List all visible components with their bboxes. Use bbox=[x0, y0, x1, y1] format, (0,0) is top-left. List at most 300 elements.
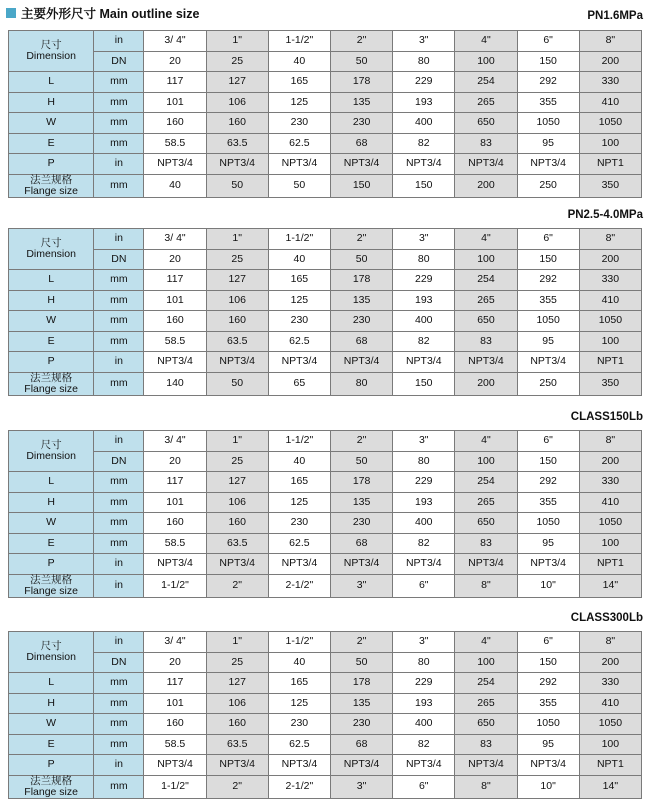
value-cell: 650 bbox=[455, 311, 517, 332]
unit-cell: in bbox=[94, 31, 144, 52]
value-cell: 150 bbox=[393, 174, 455, 197]
row-label-W: W bbox=[9, 513, 94, 534]
value-cell: 125 bbox=[268, 290, 330, 311]
value-cell: 150 bbox=[517, 652, 579, 673]
value-cell: 80 bbox=[393, 51, 455, 72]
value-cell: 254 bbox=[455, 72, 517, 93]
table-row bbox=[9, 51, 642, 72]
unit-cell: in bbox=[94, 632, 144, 653]
spec-table bbox=[8, 228, 642, 396]
value-cell: 330 bbox=[579, 72, 641, 93]
dimension-label-en: Dimension bbox=[26, 248, 76, 260]
value-cell: 80 bbox=[393, 249, 455, 270]
table-row bbox=[9, 513, 642, 534]
unit-cell: mm bbox=[94, 714, 144, 735]
unit-cell: in bbox=[94, 554, 144, 575]
value-cell: 165 bbox=[268, 72, 330, 93]
value-cell: 160 bbox=[144, 513, 206, 534]
value-cell: 410 bbox=[579, 492, 641, 513]
flange-size-label bbox=[9, 775, 94, 798]
unit-cell: DN bbox=[94, 51, 144, 72]
table-row bbox=[9, 734, 642, 755]
value-cell: NPT3/4 bbox=[330, 154, 392, 175]
row-label-P: P bbox=[9, 154, 94, 175]
unit-cell: in bbox=[94, 154, 144, 175]
value-cell: 6" bbox=[517, 229, 579, 250]
value-cell: NPT3/4 bbox=[268, 554, 330, 575]
value-cell: 127 bbox=[206, 72, 268, 93]
title-square-icon bbox=[6, 8, 16, 18]
unit-cell: mm bbox=[94, 533, 144, 554]
value-cell: 292 bbox=[517, 673, 579, 694]
table-row bbox=[9, 492, 642, 513]
value-cell: 230 bbox=[268, 513, 330, 534]
value-cell: 4" bbox=[455, 229, 517, 250]
row-label-L: L bbox=[9, 72, 94, 93]
value-cell: 178 bbox=[330, 673, 392, 694]
value-cell: 410 bbox=[579, 290, 641, 311]
value-cell: 410 bbox=[579, 693, 641, 714]
value-cell: 150 bbox=[517, 51, 579, 72]
value-cell: 1050 bbox=[517, 714, 579, 735]
value-cell: 83 bbox=[455, 533, 517, 554]
value-cell: 165 bbox=[268, 472, 330, 493]
value-cell: 40 bbox=[268, 51, 330, 72]
value-cell: 6" bbox=[517, 632, 579, 653]
value-cell: 125 bbox=[268, 492, 330, 513]
value-cell: NPT3/4 bbox=[330, 352, 392, 373]
value-cell: NPT1 bbox=[579, 352, 641, 373]
value-cell: 160 bbox=[144, 113, 206, 134]
unit-cell: mm bbox=[94, 472, 144, 493]
value-cell: 178 bbox=[330, 270, 392, 291]
value-cell: NPT3/4 bbox=[144, 352, 206, 373]
table-row bbox=[9, 472, 642, 493]
row-label-H: H bbox=[9, 693, 94, 714]
value-cell: 106 bbox=[206, 290, 268, 311]
value-cell: 50 bbox=[268, 174, 330, 197]
dimension-label bbox=[9, 431, 94, 472]
value-cell: 160 bbox=[206, 714, 268, 735]
value-cell: 20 bbox=[144, 51, 206, 72]
value-cell: 25 bbox=[206, 652, 268, 673]
page-title-text: 主要外形尺寸 Main outline size bbox=[21, 7, 200, 21]
value-cell: 1050 bbox=[579, 513, 641, 534]
value-cell: 330 bbox=[579, 673, 641, 694]
value-cell: 100 bbox=[455, 249, 517, 270]
value-cell: 62.5 bbox=[268, 133, 330, 154]
value-cell: NPT3/4 bbox=[330, 554, 392, 575]
row-label-E: E bbox=[9, 533, 94, 554]
table-row bbox=[9, 451, 642, 472]
value-cell: 58.5 bbox=[144, 533, 206, 554]
unit-cell: mm bbox=[94, 775, 144, 798]
value-cell: 68 bbox=[330, 331, 392, 352]
value-cell: 1-1/2" bbox=[268, 229, 330, 250]
value-cell: NPT3/4 bbox=[455, 154, 517, 175]
unit-cell: DN bbox=[94, 451, 144, 472]
unit-cell: mm bbox=[94, 331, 144, 352]
value-cell: 265 bbox=[455, 290, 517, 311]
value-cell: 230 bbox=[268, 311, 330, 332]
value-cell: 160 bbox=[206, 113, 268, 134]
flange-size-label bbox=[9, 574, 94, 597]
value-cell: NPT3/4 bbox=[393, 755, 455, 776]
value-cell: 62.5 bbox=[268, 533, 330, 554]
row-label-W: W bbox=[9, 113, 94, 134]
value-cell: 229 bbox=[393, 673, 455, 694]
value-cell: 100 bbox=[455, 652, 517, 673]
value-cell: 1050 bbox=[579, 113, 641, 134]
flange-label-cn: 法兰规格 bbox=[30, 371, 73, 384]
unit-cell: mm bbox=[94, 270, 144, 291]
dimension-label bbox=[9, 31, 94, 72]
value-cell: 100 bbox=[455, 451, 517, 472]
value-cell: 135 bbox=[330, 693, 392, 714]
value-cell: 10" bbox=[517, 574, 579, 597]
value-cell: 178 bbox=[330, 472, 392, 493]
value-cell: 83 bbox=[455, 133, 517, 154]
value-cell: 254 bbox=[455, 270, 517, 291]
row-label-L: L bbox=[9, 673, 94, 694]
value-cell: 2" bbox=[330, 229, 392, 250]
value-cell: 254 bbox=[455, 472, 517, 493]
value-cell: 265 bbox=[455, 693, 517, 714]
value-cell: 20 bbox=[144, 652, 206, 673]
value-cell: 160 bbox=[206, 513, 268, 534]
value-cell: NPT3/4 bbox=[206, 352, 268, 373]
flange-label-en: Flange size bbox=[24, 785, 78, 798]
value-cell: NPT3/4 bbox=[517, 154, 579, 175]
table-row bbox=[9, 693, 642, 714]
value-cell: 101 bbox=[144, 290, 206, 311]
value-cell: 40 bbox=[268, 451, 330, 472]
value-cell: 355 bbox=[517, 492, 579, 513]
table-row bbox=[9, 154, 642, 175]
value-cell: 68 bbox=[330, 133, 392, 154]
row-label-H: H bbox=[9, 492, 94, 513]
value-cell: 229 bbox=[393, 72, 455, 93]
value-cell: 50 bbox=[330, 652, 392, 673]
flange-label-en: Flange size bbox=[24, 382, 78, 395]
value-cell: NPT3/4 bbox=[144, 755, 206, 776]
value-cell: NPT1 bbox=[579, 755, 641, 776]
value-cell: 80 bbox=[393, 652, 455, 673]
value-cell: 160 bbox=[206, 311, 268, 332]
unit-cell: mm bbox=[94, 290, 144, 311]
table-row bbox=[9, 755, 642, 776]
value-cell: 2-1/2" bbox=[268, 574, 330, 597]
value-cell: 2" bbox=[330, 431, 392, 452]
value-cell: 8" bbox=[579, 31, 641, 52]
value-cell: 3" bbox=[393, 229, 455, 250]
table-row bbox=[9, 574, 642, 597]
value-cell: 82 bbox=[393, 734, 455, 755]
unit-cell: mm bbox=[94, 372, 144, 395]
table-row bbox=[9, 652, 642, 673]
value-cell: 200 bbox=[579, 51, 641, 72]
row-label-P: P bbox=[9, 352, 94, 373]
spec-table bbox=[8, 631, 642, 799]
dimension-label-cn: 尺寸 bbox=[40, 640, 62, 652]
dimension-label-en: Dimension bbox=[26, 50, 76, 62]
flange-label-en: Flange size bbox=[24, 184, 78, 197]
value-cell: NPT3/4 bbox=[455, 755, 517, 776]
value-cell: 160 bbox=[144, 714, 206, 735]
value-cell: 62.5 bbox=[268, 734, 330, 755]
value-cell: 50 bbox=[206, 372, 268, 395]
value-cell: 355 bbox=[517, 290, 579, 311]
value-cell: 400 bbox=[393, 113, 455, 134]
unit-cell: mm bbox=[94, 92, 144, 113]
value-cell: 2" bbox=[330, 632, 392, 653]
value-cell: 58.5 bbox=[144, 734, 206, 755]
value-cell: NPT3/4 bbox=[206, 755, 268, 776]
unit-cell: mm bbox=[94, 673, 144, 694]
value-cell: 1" bbox=[206, 632, 268, 653]
value-cell: 63.5 bbox=[206, 734, 268, 755]
value-cell: 125 bbox=[268, 693, 330, 714]
value-cell: NPT3/4 bbox=[393, 352, 455, 373]
value-cell: 20 bbox=[144, 249, 206, 270]
value-cell: 1" bbox=[206, 229, 268, 250]
value-cell: 95 bbox=[517, 331, 579, 352]
value-cell: 65 bbox=[268, 372, 330, 395]
value-cell: 200 bbox=[579, 249, 641, 270]
unit-cell: DN bbox=[94, 249, 144, 270]
value-cell: 25 bbox=[206, 249, 268, 270]
value-cell: 25 bbox=[206, 51, 268, 72]
value-cell: 355 bbox=[517, 92, 579, 113]
value-cell: 82 bbox=[393, 331, 455, 352]
value-cell: 1050 bbox=[579, 714, 641, 735]
dimension-label-cn: 尺寸 bbox=[40, 237, 62, 249]
value-cell: 6" bbox=[393, 775, 455, 798]
value-cell: 100 bbox=[579, 133, 641, 154]
value-cell: 117 bbox=[144, 270, 206, 291]
row-label-E: E bbox=[9, 133, 94, 154]
value-cell: 250 bbox=[517, 174, 579, 197]
value-cell: 350 bbox=[579, 174, 641, 197]
value-cell: NPT3/4 bbox=[144, 554, 206, 575]
value-cell: 292 bbox=[517, 472, 579, 493]
row-label-P: P bbox=[9, 554, 94, 575]
row-label-H: H bbox=[9, 290, 94, 311]
value-cell: 100 bbox=[579, 533, 641, 554]
value-cell: 330 bbox=[579, 472, 641, 493]
table-caption: PN1.6MPa bbox=[587, 10, 643, 22]
table-row bbox=[9, 431, 642, 452]
table-row bbox=[9, 174, 642, 197]
value-cell: 95 bbox=[517, 133, 579, 154]
value-cell: 150 bbox=[517, 249, 579, 270]
value-cell: 68 bbox=[330, 533, 392, 554]
unit-cell: mm bbox=[94, 133, 144, 154]
value-cell: 3/ 4" bbox=[144, 632, 206, 653]
value-cell: 193 bbox=[393, 693, 455, 714]
value-cell: 50 bbox=[330, 249, 392, 270]
flange-label-cn: 法兰规格 bbox=[30, 173, 73, 186]
flange-size-label bbox=[9, 174, 94, 197]
row-label-P: P bbox=[9, 755, 94, 776]
value-cell: NPT3/4 bbox=[517, 352, 579, 373]
dimension-label-en: Dimension bbox=[26, 450, 76, 462]
value-cell: 1" bbox=[206, 31, 268, 52]
value-cell: 230 bbox=[330, 311, 392, 332]
value-cell: 1-1/2" bbox=[268, 632, 330, 653]
value-cell: 6" bbox=[393, 574, 455, 597]
value-cell: 193 bbox=[393, 290, 455, 311]
value-cell: 410 bbox=[579, 92, 641, 113]
value-cell: 160 bbox=[144, 311, 206, 332]
value-cell: 230 bbox=[330, 513, 392, 534]
flange-size-label bbox=[9, 372, 94, 395]
value-cell: NPT3/4 bbox=[517, 554, 579, 575]
unit-cell: in bbox=[94, 229, 144, 250]
value-cell: 650 bbox=[455, 113, 517, 134]
value-cell: NPT3/4 bbox=[268, 755, 330, 776]
value-cell: 63.5 bbox=[206, 133, 268, 154]
value-cell: 58.5 bbox=[144, 133, 206, 154]
value-cell: 650 bbox=[455, 513, 517, 534]
value-cell: 100 bbox=[579, 734, 641, 755]
value-cell: 63.5 bbox=[206, 533, 268, 554]
value-cell: 8" bbox=[455, 574, 517, 597]
value-cell: 265 bbox=[455, 492, 517, 513]
value-cell: 135 bbox=[330, 92, 392, 113]
table-row bbox=[9, 673, 642, 694]
value-cell: 140 bbox=[144, 372, 206, 395]
value-cell: NPT3/4 bbox=[393, 554, 455, 575]
unit-cell: mm bbox=[94, 492, 144, 513]
value-cell: 193 bbox=[393, 92, 455, 113]
value-cell: NPT3/4 bbox=[206, 554, 268, 575]
row-label-L: L bbox=[9, 472, 94, 493]
value-cell: 250 bbox=[517, 372, 579, 395]
value-cell: 117 bbox=[144, 673, 206, 694]
unit-cell: in bbox=[94, 755, 144, 776]
value-cell: 150 bbox=[517, 451, 579, 472]
value-cell: NPT3/4 bbox=[144, 154, 206, 175]
value-cell: 106 bbox=[206, 492, 268, 513]
row-label-L: L bbox=[9, 270, 94, 291]
table-row bbox=[9, 352, 642, 373]
value-cell: 3/ 4" bbox=[144, 229, 206, 250]
table-row bbox=[9, 554, 642, 575]
value-cell: 135 bbox=[330, 290, 392, 311]
unit-cell: in bbox=[94, 352, 144, 373]
value-cell: 135 bbox=[330, 492, 392, 513]
value-cell: NPT1 bbox=[579, 554, 641, 575]
value-cell: 230 bbox=[330, 113, 392, 134]
row-label-W: W bbox=[9, 311, 94, 332]
value-cell: 200 bbox=[455, 372, 517, 395]
table-row bbox=[9, 133, 642, 154]
value-cell: 14" bbox=[579, 574, 641, 597]
value-cell: 68 bbox=[330, 734, 392, 755]
row-label-E: E bbox=[9, 331, 94, 352]
value-cell: 101 bbox=[144, 492, 206, 513]
value-cell: 100 bbox=[455, 51, 517, 72]
value-cell: 83 bbox=[455, 331, 517, 352]
value-cell: 117 bbox=[144, 472, 206, 493]
dimension-label-cn: 尺寸 bbox=[40, 439, 62, 451]
value-cell: 127 bbox=[206, 472, 268, 493]
value-cell: 1050 bbox=[517, 311, 579, 332]
table-row bbox=[9, 775, 642, 798]
row-label-E: E bbox=[9, 734, 94, 755]
value-cell: NPT3/4 bbox=[517, 755, 579, 776]
table-caption: PN2.5-4.0MPa bbox=[567, 209, 643, 221]
value-cell: 150 bbox=[330, 174, 392, 197]
value-cell: 8" bbox=[579, 431, 641, 452]
value-cell: 230 bbox=[268, 714, 330, 735]
value-cell: 3/ 4" bbox=[144, 431, 206, 452]
value-cell: 1-1/2" bbox=[144, 574, 206, 597]
unit-cell: in bbox=[94, 431, 144, 452]
dimension-label bbox=[9, 632, 94, 673]
unit-cell: mm bbox=[94, 113, 144, 134]
value-cell: 3/ 4" bbox=[144, 31, 206, 52]
value-cell: 1050 bbox=[517, 113, 579, 134]
value-cell: 178 bbox=[330, 72, 392, 93]
value-cell: 1050 bbox=[579, 311, 641, 332]
value-cell: 3" bbox=[330, 574, 392, 597]
value-cell: 2" bbox=[330, 31, 392, 52]
table-row bbox=[9, 632, 642, 653]
value-cell: 3" bbox=[393, 632, 455, 653]
value-cell: 292 bbox=[517, 72, 579, 93]
value-cell: 165 bbox=[268, 270, 330, 291]
value-cell: 3" bbox=[330, 775, 392, 798]
value-cell: 80 bbox=[393, 451, 455, 472]
value-cell: 4" bbox=[455, 431, 517, 452]
dimension-label-en: Dimension bbox=[26, 651, 76, 663]
value-cell: 125 bbox=[268, 92, 330, 113]
value-cell: NPT3/4 bbox=[206, 154, 268, 175]
value-cell: 83 bbox=[455, 734, 517, 755]
value-cell: 50 bbox=[330, 451, 392, 472]
unit-cell: mm bbox=[94, 513, 144, 534]
table-row bbox=[9, 714, 642, 735]
row-label-W: W bbox=[9, 714, 94, 735]
value-cell: 82 bbox=[393, 133, 455, 154]
value-cell: NPT3/4 bbox=[268, 154, 330, 175]
unit-cell: DN bbox=[94, 652, 144, 673]
value-cell: 95 bbox=[517, 533, 579, 554]
value-cell: 200 bbox=[579, 451, 641, 472]
value-cell: 25 bbox=[206, 451, 268, 472]
value-cell: 8" bbox=[579, 632, 641, 653]
spec-table bbox=[8, 430, 642, 598]
value-cell: 1" bbox=[206, 431, 268, 452]
value-cell: 1-1/2" bbox=[144, 775, 206, 798]
table-caption: CLASS150Lb bbox=[570, 411, 643, 423]
value-cell: 14" bbox=[579, 775, 641, 798]
unit-cell: mm bbox=[94, 693, 144, 714]
value-cell: 50 bbox=[330, 51, 392, 72]
table-row bbox=[9, 533, 642, 554]
dimension-label-cn: 尺寸 bbox=[40, 39, 62, 51]
table-row bbox=[9, 372, 642, 395]
table-row bbox=[9, 72, 642, 93]
value-cell: 20 bbox=[144, 451, 206, 472]
value-cell: NPT1 bbox=[579, 154, 641, 175]
unit-cell: in bbox=[94, 574, 144, 597]
unit-cell: mm bbox=[94, 734, 144, 755]
table-row bbox=[9, 331, 642, 352]
value-cell: 80 bbox=[330, 372, 392, 395]
